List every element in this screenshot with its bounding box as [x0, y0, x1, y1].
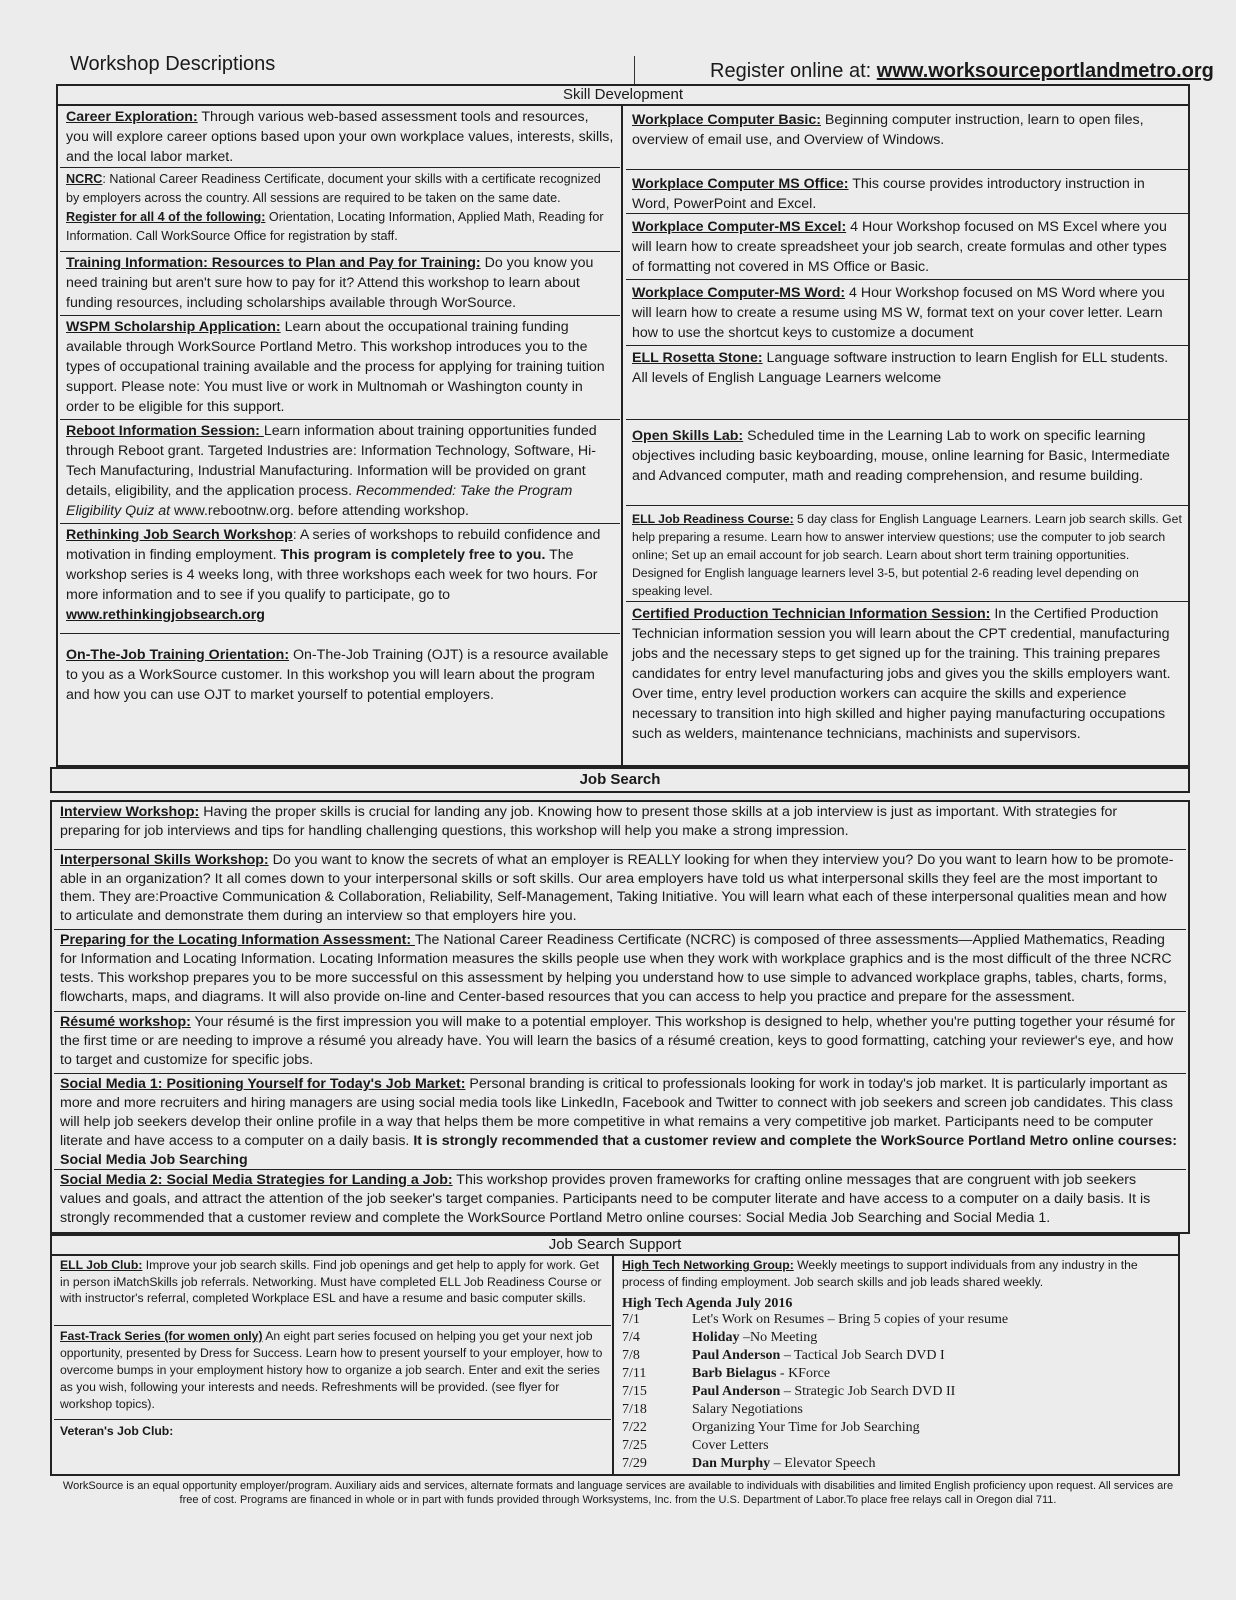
support-column-divider: [612, 1256, 614, 1474]
agenda-topic: – Elevator Speech: [770, 1456, 876, 1471]
workshop-title: Open Skills Lab:: [632, 428, 744, 444]
agenda-topic: – Strategic Job Search DVD II: [780, 1384, 956, 1399]
workshop-bold-note: This program is completely free to you.: [280, 547, 546, 563]
workshop-ell-job-readiness: [626, 506, 1188, 602]
header-divider: [634, 56, 635, 86]
workshop-italic-note: Recommended: Take the Program Eligibility Quiz at: [66, 483, 573, 519]
workshop-title: ELL Job Club:: [60, 1258, 143, 1272]
workshop-cpt-information: [626, 602, 1188, 766]
agenda-title: High Tech Agenda July 2016: [622, 1296, 793, 1311]
register-line: [710, 60, 1214, 83]
workshop-ell-rosetta-stone: [626, 346, 1188, 420]
section-job-search-support: [50, 1234, 1180, 1256]
workshop-social-media-1: [54, 1074, 1186, 1170]
workshop-ojt-orientation: [60, 644, 620, 764]
register-url-link[interactable]: www.worksourceportlandmetro.org: [876, 60, 1214, 82]
workshop-text: Orientation, Locating Information, Applied Math, Reading for Information. Call WorkSource Office for registration by staff.: [66, 210, 604, 243]
group-high-tech-networking: [616, 1256, 1176, 1296]
skill-column-divider: [621, 106, 623, 766]
workshop-title: Training Information: Resources to Plan and Pay for Training:: [66, 255, 481, 271]
workshop-title: Veteran's Job Club:: [60, 1424, 174, 1438]
workshop-resume: [54, 1012, 1186, 1074]
workshop-title: Workplace Computer-MS Excel:: [632, 219, 847, 235]
agenda-topic: Organizing Your Time for Job Searching: [692, 1420, 920, 1435]
club-ell-job-club: [54, 1256, 611, 1326]
page-title: Workshop Descriptions: [70, 53, 276, 75]
rethinking-link[interactable]: www.rethinkingjobsearch.org: [66, 607, 265, 623]
agenda-date: 7/15: [622, 1384, 647, 1399]
agenda-event: [692, 1366, 830, 1382]
agenda-speaker: Holiday: [692, 1330, 740, 1345]
workshop-title: Social Media 1: Positioning Yourself for Today's Job Market:: [60, 1076, 466, 1092]
workshop-title: Workplace Computer Basic:: [632, 112, 821, 128]
workshop-text: : National Career Readiness Certificate, document your skills with a certificate recognized by employers across the country. All sessions are required to be taken on the same date.: [66, 172, 601, 205]
workshop-title: Workplace Computer MS Office:: [632, 176, 849, 192]
agenda-list: [622, 1312, 1172, 1472]
workshop-text: Your résumé is the first impression you will make to a potential employer. This workshop is designed to help, whether you're putting together your résumé for the first time or are needing to improve a résumé you already have. You will learn the basics of a résumé creation, keys to good formatting, catching your reviewer's eye, and how to target and customize for specific jobs.: [60, 1014, 1176, 1068]
workshop-text: Scheduled time in the Learning Lab to work on specific learning objectives including basic keyboarding, mouse, online learning for Basic, Intermediate and Advanced computer, math and reading comprehension, and resume building.: [632, 428, 1170, 484]
agenda-date: 7/1: [622, 1312, 640, 1327]
agenda-event: [692, 1348, 945, 1364]
workshop-title: Career Exploration:: [66, 109, 198, 125]
section-job-search: [50, 767, 1190, 793]
agenda-event: [692, 1384, 955, 1400]
workshop-interpersonal-skills: [54, 850, 1186, 930]
workshop-computer-ms-word: [626, 280, 1188, 346]
agenda-topic: – Tactical Job Search DVD I: [780, 1348, 945, 1363]
agenda-topic: Cover Letters: [692, 1438, 769, 1453]
workshop-reboot-information: [60, 420, 620, 524]
agenda-date: 7/18: [622, 1402, 647, 1417]
workshop-text: Do you know you need training but aren't sure how to pay for it? Attend this workshop to learn about funding resources, including scholarships available through WorSource.: [66, 255, 594, 311]
workshop-text: The National Career Readiness Certificate (NCRC) is composed of three assessments—Applied Mathematics, Reading for Information and Locating Information. Locating Information measures the skills people use when they work with workplace graphics and is the most difficult of the three NCRC tests. This workshop prepares you to be more successful on this assessment by helping you understand how to use simple to advanced workplace graphs, tables, charts, forms, flowcharts, maps, and diagrams. It will also provide on-line and Center-based resources that you can access to help you practice and prepare for the assessment.: [60, 932, 1172, 1005]
section-skill-development: [56, 84, 1190, 106]
workshop-title: Preparing for the Locating Information Assessment:: [60, 932, 415, 948]
workshop-text: Personal branding is critical to professionals looking for work in today's job market. It is particularly important as more and more recruiters and hiring managers are using social media tools like LinkedIn, Facebook and Twitter to connect with job seekers and screen job candidates. This class will help job seekers develop their online profile in a way that helps them be more competitive in what remains a very competitive job market. Participants need to be computer literate and have access to a computer on a daily basis.: [60, 1076, 1173, 1149]
workshop-computer-basic: [626, 106, 1188, 170]
workshop-text: In the Certified Production Technician information session you will learn about the CPT credential, manufacturing jobs and the necessary steps to get signed up for the training. This training prepares candidates for entry level manufacturing jobs and gives you the skills employers want. Over time, entry level production workers can acquire the skills and experience necessary to transition into high skilled and higher paying manufacturing occupations such as welders, maintenance technicians, machinists and supervisors.: [632, 606, 1171, 742]
workshop-text: 4 Hour Workshop focused on MS Excel where you will learn how to create spreadsheet your job search, create formulas and other types of formatting not covered in MS Office or Basic.: [632, 219, 1167, 275]
workshop-text: 4 Hour Workshop focused on MS Word where you will learn how to create a resume using MS W, format text on your cover letter. Learn how to use the shortcut keys to customize a document: [632, 285, 1165, 341]
workshop-open-skills-lab: [626, 420, 1188, 506]
workshop-text: : A series of workshops to rebuild confidence and motivation in finding employment.: [66, 527, 601, 563]
agenda-date: 7/8: [622, 1348, 640, 1363]
workshop-title: Certified Production Technician Information Session:: [632, 606, 991, 622]
workshop-text: Weekly meetings to support individuals from any industry in the process of finding employment. Job search skills and job leads shared weekly.: [622, 1258, 1138, 1289]
workshop-title: Social Media 2: Social Media Strategies for Landing a Job:: [60, 1172, 453, 1188]
workshop-text: An eight part series focused on helping you get your next job opportunity, presented by Dress for Success. Learn how to present yourself to your employer, how to overcome bumps in your employment history how to organize a job search. Enter and exit the series as you wish, following your interests and needs. Refreshments will be provided. (see flyer for workshop topics).: [60, 1329, 603, 1411]
workshop-title: Résumé workshop:: [60, 1014, 191, 1030]
workshop-social-media-2: [54, 1170, 1186, 1232]
workshop-text: Improve your job search skills. Find job openings and get help to apply for work. Get in person iMatchSkills job referrals. Networking. Must have completed ELL Job Readiness Course or with instructor's referral, completed Workplace ESL and have a resume and basic computer skills.: [60, 1258, 602, 1305]
workshop-title: Interpersonal Skills Workshop:: [60, 852, 269, 868]
workshop-wspm-scholarship: [60, 316, 620, 420]
section-title: Skill Development: [562, 86, 684, 103]
workshop-text: This workshop provides proven frameworks for crafting online messages that are congruent with job seekers values and goals, and attract the attention of the job seeker's target companies. Participants need to be computer literate and have access to a computer on a daily basis. It is strongly recommended that a customer review and complete the WorkSource Portland Metro online courses: Social Media Job Searching and Social Media 1.: [60, 1172, 1151, 1226]
workshop-title: Fast-Track Series (for women only): [60, 1329, 263, 1343]
workshop-ncrc: [60, 168, 620, 252]
workshop-title: WSPM Scholarship Application:: [66, 319, 281, 335]
workshop-computer-ms-excel: [626, 214, 1188, 280]
workshop-title: On-The-Job Training Orientation:: [66, 647, 290, 663]
workshop-text: The workshop series is 4 weeks long, with three workshops each week for two hours. For more information and to see if you qualify to participate, go to: [66, 547, 598, 603]
agenda-event: [692, 1420, 920, 1436]
agenda-date: 7/22: [622, 1420, 647, 1435]
workshop-title: Reboot Information Session:: [66, 423, 264, 439]
agenda-topic: Let's Work on Resumes – Bring 5 copies of your resume: [692, 1312, 1009, 1327]
agenda-event: [692, 1456, 876, 1472]
workshop-bold-note: It is strongly recommended that a customer review and complete the WorkSource Portland Metro online courses: Social Media Job Searching: [60, 1133, 1177, 1168]
workshop-title: Interview Workshop:: [60, 804, 200, 820]
agenda-speaker: Paul Anderson: [692, 1348, 781, 1363]
workshop-training-information: [60, 252, 620, 316]
club-fast-track-series: [54, 1326, 611, 1420]
workshop-text: Do you want to know the secrets of what an employer is REALLY looking for when they interview you? Do you want to learn how to be promote-able in an organization? It all comes down to your interpersonal skills or soft skills. Our area employers have told us what interpersonal skills they feel are the most important to them. They are:Proactive Communication & Collaboration, Reliability, Self-Management, Taking Initiative. You will learn what each of these interpersonal qualities mean and how to articulate and demonstrate them during an interview so that employers hire you.: [60, 852, 1174, 924]
workshop-subtitle: Register for all 4 of the following:: [66, 210, 266, 224]
workshop-text: Through various web-based assessment tools and resources, you will explore career options based upon your own workplace values, interests, skills, and the local labor market.: [66, 109, 614, 165]
workshop-title: ELL Rosetta Stone:: [632, 350, 763, 366]
agenda-event: [692, 1438, 769, 1454]
club-veterans-job-club: [54, 1420, 611, 1470]
workshop-text: This course provides introductory instruction in Word, PowerPoint and Excel.: [632, 176, 1145, 212]
agenda-speaker: Dan Murphy: [692, 1456, 771, 1471]
agenda-speaker: Barb Bielagus: [692, 1366, 777, 1381]
footer-disclaimer: WorkSource is an equal opportunity employer/program. Auxiliary aids and services, alternate formats and language services are available to individuals with disabilities and limited English proficiency upon request. All services are free of cost. Programs are financed in whole or in part with funds provided through Worksystems, Inc. from the U.S. Department of Labor.To place free relays call in Oregon dial 711.: [62, 1480, 1174, 1506]
agenda-topic: Salary Negotiations: [692, 1402, 803, 1417]
agenda-event: [692, 1330, 817, 1346]
agenda-event: [692, 1312, 1008, 1328]
workshop-locating-information: [54, 930, 1186, 1012]
workshop-title: Workplace Computer-MS Word:: [632, 285, 846, 301]
workshop-title: NCRC: [66, 172, 103, 186]
workshop-text: Language software instruction to learn English for ELL students. All levels of English Language Learners welcome: [632, 350, 1169, 386]
workshop-text: Learn about the occupational training funding available through WorkSource Portland Metro. This workshop introduces you to the types of occupational training available and the process for applying for training tuition support. Please note: You must live or work in Multnomah or Washington county in order to be eligible for this support.: [66, 319, 605, 415]
agenda-speaker: Paul Anderson: [692, 1384, 781, 1399]
workshop-title: ELL Job Readiness Course:: [632, 512, 794, 526]
workshop-text: Having the proper skills is crucial for landing any job. Knowing how to present those skills at a job interview is just as important. With strategies for preparing for job interviews and tips for handling challenging questions, this workshop will help you make a strong impression.: [60, 804, 1118, 839]
agenda-date: 7/11: [622, 1366, 647, 1381]
register-prefix: Register online at:: [710, 60, 877, 82]
agenda-date: 7/25: [622, 1438, 647, 1453]
workshop-title: Rethinking Job Search Workshop: [66, 527, 293, 543]
section-title: Job Search: [579, 771, 661, 788]
workshop-text: www.rebootnw.org. before attending workshop.: [170, 503, 469, 519]
agenda-event: [692, 1402, 803, 1418]
workshop-text: 5 day class for English Language Learners. Learn job search skills. Get help preparing a resume. Learn how to answer interview questions; use the computer to job search online; Set up an email account for job search. Learn about short term training opportunities. Designed for English language learners level 3-5, but potential 2-6 reading level depending on speaking level.: [632, 512, 1182, 598]
agenda-date: 7/29: [622, 1456, 647, 1471]
workshop-text: On-The-Job Training (OJT) is a resource available to you as a WorkSource customer. In this workshop you will learn about the program and how you can use OJT to market yourself to potential employers.: [66, 647, 609, 703]
agenda-topic: - KForce: [776, 1366, 831, 1381]
workshop-text: Learn information about training opportunities funded through Reboot grant. Targeted Industries are: Information Technology, Software, Hi-Tech Manufacturing, Industrial Manufacturing. Information will be provided on grant details, eligibility, and the application process.: [66, 423, 597, 499]
workshop-rethinking-job-search: [60, 524, 620, 634]
workshop-interview: [54, 802, 1186, 850]
agenda-topic: –No Meeting: [739, 1330, 818, 1345]
workshop-text: Beginning computer instruction, learn to open files, overview of email use, and Overview of Windows.: [632, 112, 1144, 148]
workshop-career-exploration: [60, 106, 620, 168]
workshop-computer-ms-office: [626, 170, 1188, 214]
agenda-date: 7/4: [622, 1330, 640, 1345]
section-title: Job Search Support: [548, 1236, 682, 1253]
workshop-title: High Tech Networking Group:: [622, 1258, 794, 1272]
